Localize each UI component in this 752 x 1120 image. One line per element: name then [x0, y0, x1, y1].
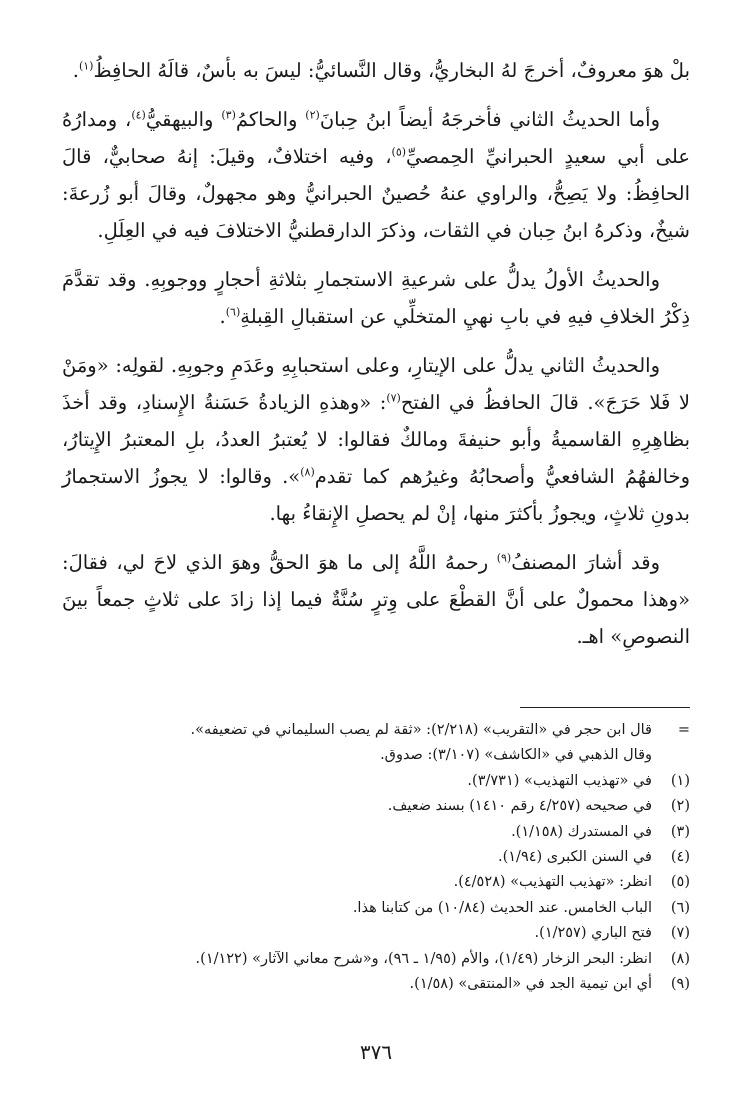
paragraph-2: [62, 101, 690, 249]
paragraph-1-tail: .: [72, 59, 79, 82]
footnote-text: في صحيحه (٤/٢٥٧ رقم ١٤١٠) بسند ضعيف.: [387, 798, 652, 815]
footnote-text: وقال الذهبي في «الكاشف» (٣/١٠٧): صدوق.: [380, 747, 652, 764]
footnote-text: قال ابن حجر في «التقريب» (٢/٢١٨): «ثقة لم يصب السليماني في تضعيفه».: [190, 722, 652, 738]
footnote-text: أي ابن تيمية الجد في «المنتقى» (١/٥٨).: [409, 976, 652, 993]
footnote-7: [62, 921, 690, 946]
footnote-3: [62, 820, 690, 845]
footnote-continuation: [62, 743, 690, 768]
footnote-number: (٣): [670, 823, 690, 840]
text-segment: والحديثُ الأولُ يدلُّ على شرعيةِ الاستجمارِ بثلاثةِ أحجارٍ ووجوبِهِ. وقد تقدَّمَ ذِكْرُ الخلافِ فيهِ في بابِ نهيِ المتخلِّي عن استقبالِ القِبلةِ: [62, 268, 690, 328]
footnote-1: [62, 769, 690, 794]
text-segment: ، ومدارُهُ على أبي سعيدٍ الحبرانيِّ الحِمصيِّ: [62, 108, 690, 168]
footnote-text: فتح الباري (١/٢٥٧).: [534, 925, 652, 942]
paragraph-3: [62, 261, 690, 335]
page-number: ٣٧٦: [359, 1040, 393, 1064]
footnote-5: [62, 870, 690, 895]
footnote-ref-2[interactable]: (٢): [305, 108, 320, 122]
footnote-number: (٩): [670, 976, 690, 993]
footnote-8: [62, 947, 690, 972]
footnote-number: (٢): [670, 798, 690, 815]
footnote-ref-7[interactable]: (٧): [386, 391, 401, 405]
footnote-number: (٦): [670, 899, 690, 916]
footnote-text: في «تهذيب التهذيب» (٣/٧٣١).: [467, 772, 652, 789]
footnote-ref-1[interactable]: (١): [78, 59, 94, 73]
paragraph-5: [62, 544, 690, 655]
footnote-2: [62, 794, 690, 819]
footnote-text: الباب الخامس. عند الحديث (١٠/٨٤) من كتابنا هذا.: [352, 899, 652, 916]
paragraph-1-text: بلْ هوَ معروفٌ، أخرجَ لهُ البخاريُّ، وقال النَّسائيُّ: ليسَ به بأسٌ، قالَهُ الحافِظُ: [93, 59, 690, 82]
paragraph-1: [62, 52, 690, 89]
footnote-ref-5[interactable]: (٥): [391, 145, 407, 159]
footnote-ref-4[interactable]: (٤): [131, 108, 146, 122]
footnote-number: =: [677, 722, 690, 738]
footnote-ref-8[interactable]: (٨): [300, 465, 315, 479]
footnote-number: (٧): [670, 925, 690, 942]
footnote-6: [62, 896, 690, 921]
footnote-text: في السنن الكبرى (١/٩٤).: [497, 849, 652, 866]
footnote-ref-6[interactable]: (٦): [225, 305, 241, 319]
footnotes: [62, 718, 690, 997]
footnote-number: (٨): [670, 950, 690, 967]
text-segment: وقد أشارَ المصنفُ: [511, 551, 660, 574]
text-segment: .: [219, 305, 226, 328]
text-segment: والحاكمُ: [235, 108, 306, 131]
footnote-number: (١): [670, 772, 690, 789]
text-segment: والبيهقيُّ: [145, 108, 222, 131]
text-segment: ». وقالوا: لا يجوزُ الاستجمارُ بدونِ ثلاثٍ، ويجوزُ بأكثرَ منها، إنْ لم يحصلِ الإِنقاءُ بها.: [62, 465, 690, 525]
text-segment: والحديثُ الثاني يدلُّ على الإيتارِ، وعلى استحبابِهِ وعَدَمِ وجوبِهِ. لقولِه: «ومَنْ لا فَلا حَرَجَ». قالَ الحافظُ في الفتح: [62, 354, 690, 414]
footnote-text: انظر: «تهذيب التهذيب» (٤/٥٢٨).: [453, 874, 652, 891]
footnote-ref-9[interactable]: (٩): [496, 551, 512, 565]
footnote-ref-3[interactable]: (٣): [221, 108, 236, 122]
footnote-number: (٤): [670, 849, 690, 866]
main-text: [62, 52, 690, 655]
paragraph-4: [62, 347, 690, 532]
footnote-continuation: [62, 718, 690, 743]
footnote-4: [62, 845, 690, 870]
text-segment: رحمهُ اللَّهُ إلى ما هوَ الحقُّ وهوَ الذي لاحَ لي، فقالَ: «وهذا محمولٌ على أنَّ القطْعَ على وِترٍ سُنَّةٌ فيما إذا زادَ على ثلاثٍ جمعاً بينَ النصوصِ» اهـ.: [62, 551, 690, 648]
footnote-separator: [520, 707, 690, 708]
text-segment: وأما الحديثُ الثاني فأخرجَهُ أيضاً ابنُ حِبانَ: [319, 108, 660, 131]
footnote-text: في المستدرك (١/١٥٨).: [511, 823, 652, 840]
footnote-number: (٥): [670, 874, 690, 891]
footnote-9: [62, 972, 690, 997]
text-segment: ، وفيه اختلافٌ، وقيلَ: إنهُ صحابيٌّ، قالَ الحافِظُ: ولا يَصِحُّ، والراوي عنهُ حُصينٌ الحبرانيُّ وهو مجهولٌ، وقالَ أبو زُرعةَ: شيخٌ، وذكرهُ ابنُ حِبان في الثقات، وذكرَ الدارقطنيُّ الاختلافَ فيه في العِلَلِ.: [62, 145, 690, 242]
text-segment: : «وهذهِ الزيادةُ حَسَنةُ الإِسنادِ، وقد أخذَ بظاهِرِهِ القاسميةُ وأبو حنيفةَ ومالكٌ فقالوا: لا يُعتبرُ العددُ، بلِ المعتبرُ الإِيتارُ، وخالفهُمُ الشافعيُّ وأصحابُهُ وغيرُهم كما تقدم: [62, 391, 691, 488]
footnote-text: انظر: البحر الزخار (١/٤٩)، والأم (١/٩٥ ـ ٩٦)، و«شرح معاني الآثار» (١/١٢٢).: [195, 950, 652, 967]
